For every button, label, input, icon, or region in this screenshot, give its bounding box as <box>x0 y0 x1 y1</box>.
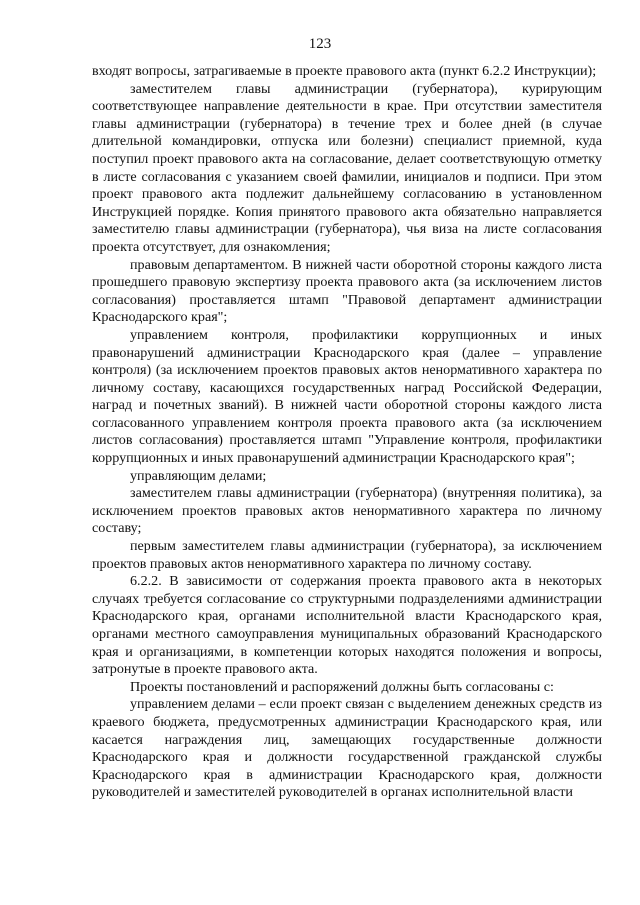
paragraph-chief-of-staff: управляющим делами; <box>130 467 267 484</box>
paragraph-control-department: управлением контроля, профилактики коррупционных и иных правонарушений администрации Краснодарского края (далее – управление контроля) (за исключением проектов правовых актов ненормативного характера по личному составу, касающихся государственных наград Российской Федерации, наград и почетных званий). В нижней части оборотной стороны каждого листа согласованного управлением контроля проекта правового акта (за исключением листов согласования) проставляется штамп "Управление контроля, профилактики коррупционных и иных правонарушений администрации Краснодарского края"; <box>92 326 602 467</box>
paragraph-first-deputy: первым заместителем главы администрации (губернатора), за исключением проектов правовых актов ненормативного характера по личному составу. <box>92 538 602 572</box>
paragraph-section-6-2-2: 6.2.2. В зависимости от содержания проекта правового акта в некоторых случаях требуется согласование со структурными подразделениями администрации Краснодарского края, органами исполнительной власти Краснодарского края, органами местного самоуправления муниципальных образований Краснодарского края и организациями, в компетенции которых находятся положения и вопросы, затронутые в проекте правового акта. <box>92 573 602 678</box>
paragraph-deputy-internal-policy: заместителем главы администрации (губернатора) (внутренняя политика), за исключением проектов правовых актов ненормативного характера по личному составу; <box>92 485 602 537</box>
paragraph-legal-department: правовым департаментом. В нижней части оборотной стороны каждого листа прошедшего правовую экспертизу проекта правового акта (за исключением листов согласования) проставляется штамп "Правовой департамент администрации Краснодарского края"; <box>92 256 602 326</box>
paragraph-continuation: входят вопросы, затрагиваемые в проекте правового акта (пункт 6.2.2 Инструкции); <box>92 63 597 79</box>
paragraph-drafts-agreement: Проекты постановлений и распоряжений должны быть согласованы с: <box>130 678 554 695</box>
paragraph-deputy-head: заместителем главы администрации (губернатора), курирующим соответствующее направление деятельности в крае. При отсутствии заместителя главы администрации (губернатора) в течение трех и более дней (в случае длительной командировки, отпуска или болезни) специалист приемной, куда поступил проект правового акта на согласование, делает соответствующую отметку в листе согласования с указанием своей фамилии, инициалов и подписи. При этом проект правового акта подлежит дальнейшему согласованию в установленном Инструкцией порядке. Копия принятого правового акта обязательно направляется заместителю главы администрации (губернатора), чья виза на листе согласования проекта отсутствует, для ознакомления; <box>92 80 602 255</box>
document-body <box>92 63 602 802</box>
page-number: 123 <box>308 36 332 52</box>
paragraph-chief-of-staff-conditions: управлением делами – если проект связан с выделением денежных средств из краевого бюджета, предусмотренных администрации Краснодарского края, или касается награждения лиц, замещающих государственные должности Краснодарского края и должности государственной гражданской службы Краснодарского края в администрации Краснодарского края, должности руководителей и заместителей руководителей в органах исполнительной власти <box>92 696 602 801</box>
